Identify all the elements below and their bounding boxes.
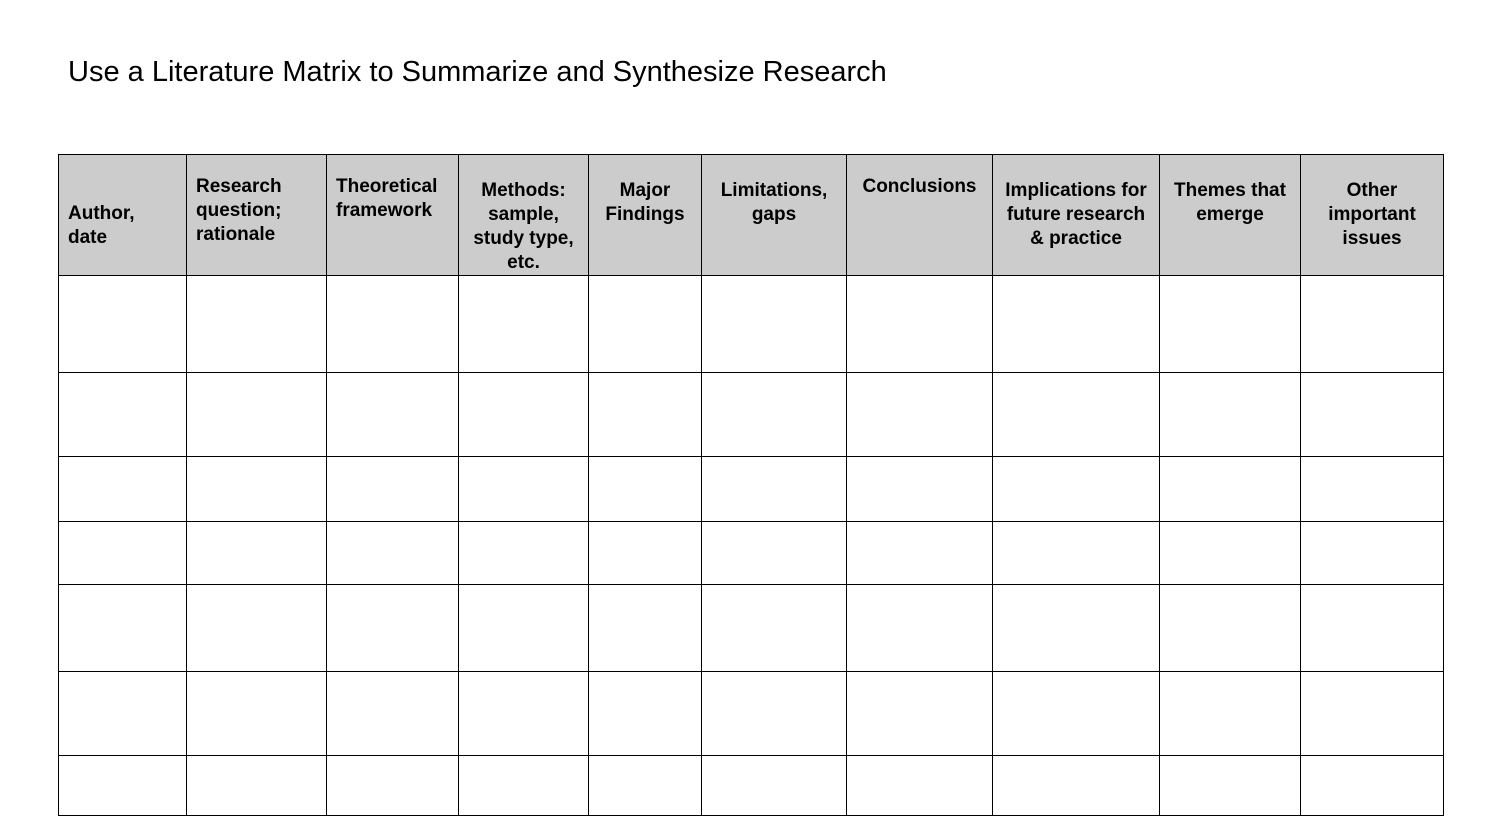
column-header-major-findings (589, 155, 702, 276)
table-cell[interactable] (847, 756, 993, 816)
table-cell[interactable] (187, 585, 327, 672)
column-header-author-date (59, 155, 187, 276)
column-header-research-question (187, 155, 327, 276)
column-header-themes (1160, 155, 1301, 276)
column-header-theoretical-framework (327, 155, 459, 276)
table-cell[interactable] (589, 522, 702, 585)
table-cell[interactable] (59, 522, 187, 585)
column-header-label: Conclusions (862, 176, 977, 197)
table-cell[interactable] (589, 276, 702, 373)
table-cell[interactable] (187, 373, 327, 457)
matrix-body (59, 276, 1444, 816)
table-cell[interactable] (702, 457, 847, 522)
table-cell[interactable] (59, 276, 187, 373)
table-cell[interactable] (1301, 585, 1444, 672)
table-cell[interactable] (327, 756, 459, 816)
table-cell[interactable] (993, 522, 1160, 585)
table-cell[interactable] (702, 756, 847, 816)
table-cell[interactable] (993, 672, 1160, 756)
table-cell[interactable] (993, 756, 1160, 816)
table-cell[interactable] (993, 373, 1160, 457)
table-cell[interactable] (1301, 756, 1444, 816)
column-header-implications (993, 155, 1160, 276)
table-cell[interactable] (1301, 373, 1444, 457)
table-cell[interactable] (1160, 756, 1301, 816)
table-cell[interactable] (847, 373, 993, 457)
table-cell[interactable] (59, 672, 187, 756)
table-cell[interactable] (993, 585, 1160, 672)
table-cell[interactable] (59, 585, 187, 672)
table-cell[interactable] (702, 585, 847, 672)
literature-matrix-table (58, 154, 1444, 816)
table-cell[interactable] (59, 373, 187, 457)
column-header-label: Implications for future research & practice (1005, 180, 1147, 249)
table-cell[interactable] (847, 585, 993, 672)
table-cell[interactable] (459, 756, 589, 816)
table-cell[interactable] (993, 276, 1160, 373)
table-cell[interactable] (1160, 522, 1301, 585)
table-cell[interactable] (459, 585, 589, 672)
table-cell[interactable] (847, 522, 993, 585)
column-header-methods (459, 155, 589, 276)
table-row (59, 672, 1444, 756)
column-header-label: Other important issues (1328, 180, 1416, 249)
table-row (59, 585, 1444, 672)
table-cell[interactable] (847, 672, 993, 756)
column-header-label: Limitations, gaps (720, 180, 828, 225)
table-cell[interactable] (59, 756, 187, 816)
column-header-label: Methods: sample, study type, etc. (473, 180, 574, 273)
table-cell[interactable] (187, 457, 327, 522)
table-cell[interactable] (187, 522, 327, 585)
document-title: Use a Literature Matrix to Summarize and Synthesize Research (68, 56, 887, 88)
column-header-other-issues (1301, 155, 1444, 276)
table-cell[interactable] (327, 373, 459, 457)
table-cell[interactable] (1301, 457, 1444, 522)
table-cell[interactable] (847, 276, 993, 373)
table-cell[interactable] (702, 672, 847, 756)
table-cell[interactable] (1160, 457, 1301, 522)
table-cell[interactable] (327, 276, 459, 373)
table-cell[interactable] (993, 457, 1160, 522)
table-cell[interactable] (589, 585, 702, 672)
column-header-label: Research question; rationale (196, 176, 282, 245)
column-header-limitations (702, 155, 847, 276)
table-cell[interactable] (1160, 373, 1301, 457)
table-cell[interactable] (1301, 672, 1444, 756)
table-cell[interactable] (187, 276, 327, 373)
table-cell[interactable] (589, 457, 702, 522)
column-header-label: Themes that emerge (1174, 180, 1286, 225)
table-row (59, 522, 1444, 585)
table-cell[interactable] (589, 756, 702, 816)
table-cell[interactable] (187, 756, 327, 816)
table-row (59, 457, 1444, 522)
table-cell[interactable] (589, 672, 702, 756)
table-cell[interactable] (327, 672, 459, 756)
table-row (59, 276, 1444, 373)
table-cell[interactable] (187, 672, 327, 756)
table-cell[interactable] (702, 373, 847, 457)
table-cell[interactable] (459, 522, 589, 585)
table-cell[interactable] (1160, 585, 1301, 672)
table-cell[interactable] (327, 457, 459, 522)
table-cell[interactable] (1160, 672, 1301, 756)
table-cell[interactable] (459, 373, 589, 457)
table-cell[interactable] (459, 457, 589, 522)
table-row (59, 373, 1444, 457)
header-row (59, 155, 1444, 276)
table-cell[interactable] (1301, 522, 1444, 585)
table-cell[interactable] (702, 276, 847, 373)
column-header-conclusions (847, 155, 993, 276)
table-cell[interactable] (702, 522, 847, 585)
table-cell[interactable] (459, 672, 589, 756)
column-header-label: Major Findings (605, 180, 685, 225)
table-cell[interactable] (327, 522, 459, 585)
table-cell[interactable] (327, 585, 459, 672)
table-cell[interactable] (1160, 276, 1301, 373)
column-header-label: Author, date (68, 203, 135, 248)
column-header-label: Theoretical framework (336, 176, 438, 221)
table-cell[interactable] (459, 276, 589, 373)
table-cell[interactable] (59, 457, 187, 522)
table-row (59, 756, 1444, 816)
table-cell[interactable] (1301, 276, 1444, 373)
table-cell[interactable] (847, 457, 993, 522)
table-cell[interactable] (589, 373, 702, 457)
